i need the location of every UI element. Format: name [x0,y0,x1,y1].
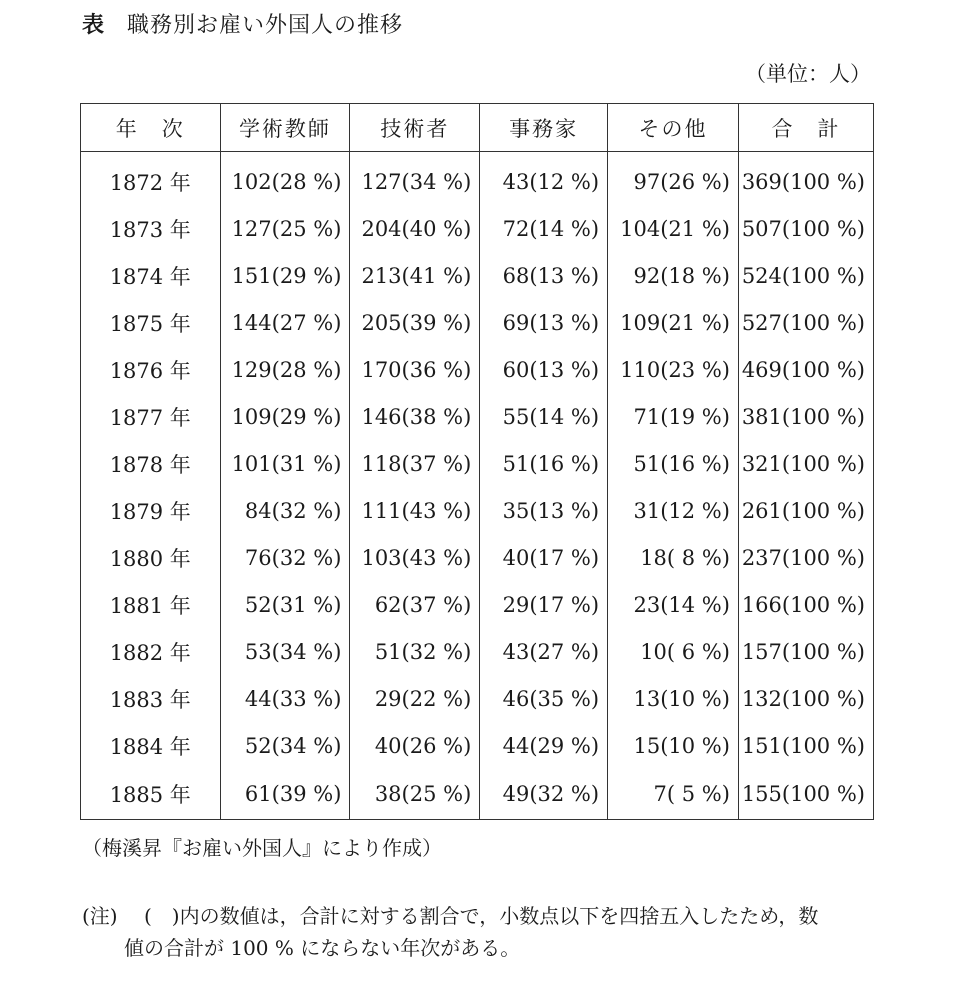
year-cell: 1877 年 [81,393,221,440]
clerical-cell: 69(13 %) [480,299,608,346]
clerical-cell: 72(14 %) [480,205,608,252]
footnote [82,900,882,964]
table-row [81,675,874,722]
academic-teacher-cell: 53(34 %) [220,628,350,675]
year-cell: 1882 年 [81,628,221,675]
footnote-line-2: 値の合計が 100 % にならない年次がある。 [124,936,521,960]
engineer-cell: 51(32 %) [350,628,480,675]
footnote-text-1: ( )内の数値は，合計に対する割合で，小数点以下を四捨五入したため，数 [144,904,819,928]
table-row [81,393,874,440]
total-cell: 261(100 %) [738,487,873,534]
engineer-cell: 118(37 %) [350,440,480,487]
clerical-cell: 40(17 %) [480,534,608,581]
clerical-cell: 68(13 %) [480,252,608,299]
engineer-cell: 103(43 %) [350,534,480,581]
other-cell: 104(21 %) [608,205,739,252]
academic-teacher-cell: 76(32 %) [220,534,350,581]
total-cell: 132(100 %) [738,675,873,722]
clerical-cell: 60(13 %) [480,346,608,393]
foreign-employees-table [80,103,874,820]
year-cell: 1872 年 [81,152,221,206]
total-cell: 381(100 %) [738,393,873,440]
academic-teacher-cell: 52(31 %) [220,581,350,628]
engineer-cell: 111(43 %) [350,487,480,534]
other-cell: 31(12 %) [608,487,739,534]
clerical-cell: 44(29 %) [480,722,608,769]
header-total: 合 計 [738,104,873,152]
total-cell: 507(100 %) [738,205,873,252]
total-cell: 237(100 %) [738,534,873,581]
academic-teacher-cell: 127(25 %) [220,205,350,252]
total-cell: 527(100 %) [738,299,873,346]
table-row [81,152,874,206]
clerical-cell: 49(32 %) [480,769,608,820]
clerical-cell: 55(14 %) [480,393,608,440]
year-cell: 1879 年 [81,487,221,534]
header-other: その他 [608,104,739,152]
other-cell: 23(14 %) [608,581,739,628]
academic-teacher-cell: 61(39 %) [220,769,350,820]
academic-teacher-cell: 129(28 %) [220,346,350,393]
header-academic-teacher: 学術教師 [220,104,350,152]
total-cell: 321(100 %) [738,440,873,487]
footnote-label: (注) [82,904,118,928]
total-cell: 469(100 %) [738,346,873,393]
total-cell: 524(100 %) [738,252,873,299]
header-year: 年 次 [81,104,221,152]
engineer-cell: 204(40 %) [350,205,480,252]
clerical-cell: 43(27 %) [480,628,608,675]
academic-teacher-cell: 44(33 %) [220,675,350,722]
table-header-row [81,104,874,152]
engineer-cell: 205(39 %) [350,299,480,346]
page-title [82,8,403,39]
engineer-cell: 29(22 %) [350,675,480,722]
footnote-line-1 [82,900,882,932]
academic-teacher-cell: 84(32 %) [220,487,350,534]
other-cell: 109(21 %) [608,299,739,346]
total-cell: 155(100 %) [738,769,873,820]
year-cell: 1884 年 [81,722,221,769]
table-row [81,534,874,581]
title-text: 職務別お雇い外国人の推移 [127,13,404,38]
engineer-cell: 170(36 %) [350,346,480,393]
title-lead: 表 [82,13,106,38]
clerical-cell: 29(17 %) [480,581,608,628]
clerical-cell: 35(13 %) [480,487,608,534]
other-cell: 15(10 %) [608,722,739,769]
other-cell: 71(19 %) [608,393,739,440]
clerical-cell: 46(35 %) [480,675,608,722]
source-note: （梅溪昇『お雇い外国人』により作成） [82,836,442,860]
engineer-cell: 62(37 %) [350,581,480,628]
engineer-cell: 213(41 %) [350,252,480,299]
total-cell: 166(100 %) [738,581,873,628]
other-cell: 51(16 %) [608,440,739,487]
table-row [81,628,874,675]
table-row [81,299,874,346]
academic-teacher-cell: 102(28 %) [220,152,350,206]
year-cell: 1883 年 [81,675,221,722]
clerical-cell: 51(16 %) [480,440,608,487]
year-cell: 1880 年 [81,534,221,581]
other-cell: 97(26 %) [608,152,739,206]
table-row [81,581,874,628]
total-cell: 151(100 %) [738,722,873,769]
year-cell: 1874 年 [81,252,221,299]
table-row [81,440,874,487]
year-cell: 1875 年 [81,299,221,346]
table-row [81,722,874,769]
engineer-cell: 38(25 %) [350,769,480,820]
header-clerical: 事務家 [480,104,608,152]
table-row [81,769,874,820]
table-row [81,252,874,299]
unit-label: （単位：人） [745,62,871,86]
academic-teacher-cell: 109(29 %) [220,393,350,440]
engineer-cell: 127(34 %) [350,152,480,206]
academic-teacher-cell: 151(29 %) [220,252,350,299]
academic-teacher-cell: 144(27 %) [220,299,350,346]
table-row [81,205,874,252]
total-cell: 157(100 %) [738,628,873,675]
header-engineer: 技術者 [350,104,480,152]
other-cell: 110(23 %) [608,346,739,393]
engineer-cell: 146(38 %) [350,393,480,440]
other-cell: 10( 6 %) [608,628,739,675]
year-cell: 1878 年 [81,440,221,487]
table-row [81,487,874,534]
other-cell: 18( 8 %) [608,534,739,581]
academic-teacher-cell: 52(34 %) [220,722,350,769]
year-cell: 1885 年 [81,769,221,820]
other-cell: 92(18 %) [608,252,739,299]
other-cell: 13(10 %) [608,675,739,722]
engineer-cell: 40(26 %) [350,722,480,769]
academic-teacher-cell: 101(31 %) [220,440,350,487]
other-cell: 7( 5 %) [608,769,739,820]
clerical-cell: 43(12 %) [480,152,608,206]
total-cell: 369(100 %) [738,152,873,206]
table-row [81,346,874,393]
table-body [81,152,874,820]
year-cell: 1876 年 [81,346,221,393]
year-cell: 1873 年 [81,205,221,252]
year-cell: 1881 年 [81,581,221,628]
